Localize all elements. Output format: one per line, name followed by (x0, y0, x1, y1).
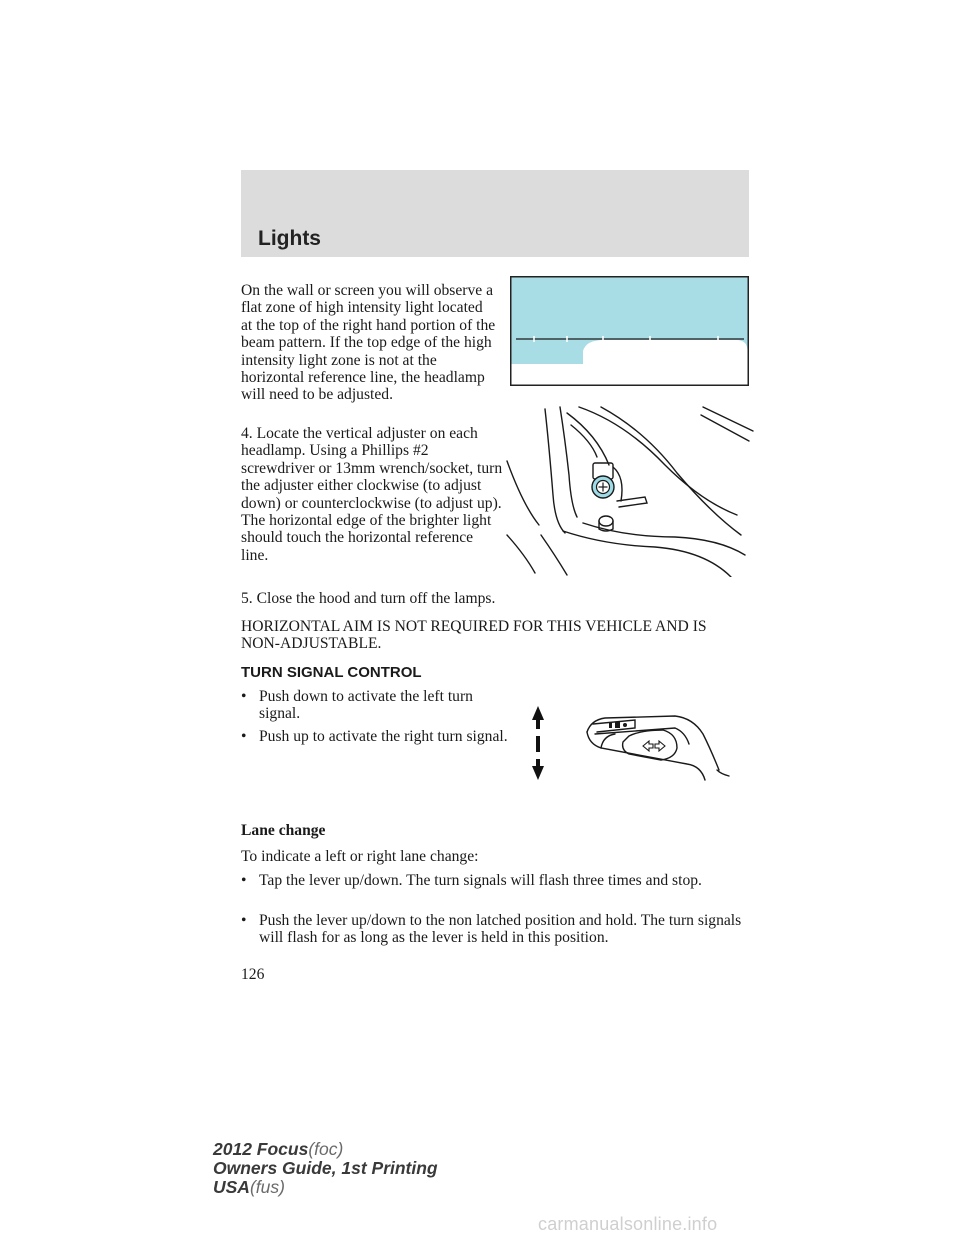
turn-signal-bullet-left (241, 688, 509, 723)
bullet-text: Tap the lever up/down. The turn signals will flash three times and stop. (259, 872, 702, 889)
turn-signal-lever-illustration (525, 704, 740, 782)
bullet-text: Push up to activate the right turn signal. (259, 728, 508, 745)
step-4-paragraph: 4. Locate the vertical adjuster on each headlamp. Using a Phillips #2 screwdriver or 13mm wrench/socket, turn the adjuster either clockwise (to adjust down) or counterclockwise (to adjust up). The horizontal edge of the brighter light should touch the horizontal reference line. (241, 425, 503, 564)
lane-change-bullet-tap (241, 872, 759, 889)
bullet-glyph: • (241, 912, 247, 929)
footer-model-code: (foc) (308, 1139, 344, 1159)
section-header (241, 170, 749, 257)
turn-arrows-icon (643, 741, 665, 751)
section-title: Lights (258, 227, 321, 250)
watermark: carmanualsonline.info (538, 1214, 718, 1234)
document-footer (213, 1140, 438, 1197)
footer-guide: Owners Guide, 1st Printing (213, 1158, 438, 1178)
footer-market-code: (fus) (249, 1177, 285, 1197)
lane-change-intro: To indicate a left or right lane change: (241, 848, 479, 865)
turn-signal-heading: TURN SIGNAL CONTROL (241, 664, 422, 681)
page-number: 126 (241, 966, 265, 983)
footer-market: USA (213, 1177, 250, 1197)
beam-pattern-illustration (510, 276, 749, 386)
horizontal-aim-notice: HORIZONTAL AIM IS NOT REQUIRED FOR THIS VEHICLE AND IS NON-ADJUSTABLE. (241, 618, 707, 653)
bullet-text: Push the lever up/down to the non latched position and hold. The turn signals will flash for as long as the lever is held in this position. (259, 912, 742, 947)
bullet-glyph: • (241, 728, 247, 745)
bullet-glyph: • (241, 688, 247, 705)
bullet-glyph: • (241, 872, 247, 889)
footer-model: 2012 Focus (213, 1139, 309, 1159)
lane-change-bullet-hold (241, 912, 769, 947)
flat-zone-paragraph: On the wall or screen you will observe a flat zone of high intensity light located at the top of the right hand portion of the beam pattern. If the top edge of the high intensity light zone is not at the horizontal reference line, the headlamp will need to be adjusted. (241, 282, 496, 404)
bullet-text: Push down to activate the left turn signal. (259, 688, 473, 723)
down-arrow-icon (532, 766, 544, 780)
step-5-paragraph: 5. Close the hood and turn off the lamps. (241, 590, 496, 607)
turn-signal-bullet-right (241, 728, 509, 745)
headlamp-adjuster-illustration (505, 405, 755, 577)
up-arrow-icon (532, 706, 544, 720)
lane-change-heading: Lane change (241, 822, 326, 839)
